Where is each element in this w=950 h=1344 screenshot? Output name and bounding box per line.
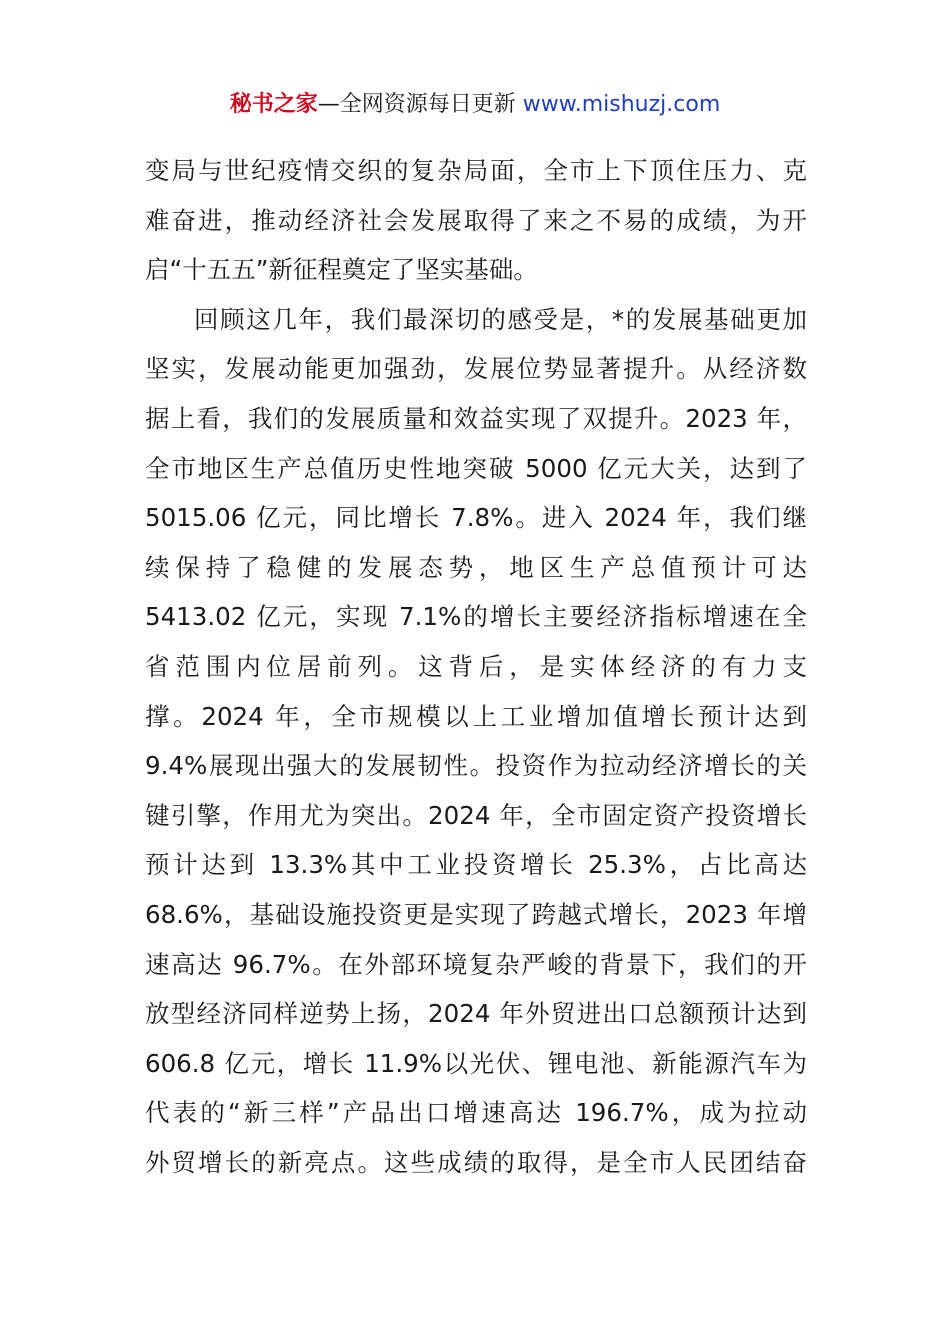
brand-name: 秘书之家 <box>229 92 318 117</box>
text-line: 续保持了稳健的发展态势，地区生产总值预计可达 <box>145 552 807 582</box>
text-line: 5015.06 亿元，同比增长 7.8%。进入 2024 年，我们继 <box>145 503 807 533</box>
paragraph-first-line: 回顾这几年，我们最深切的感受是，*的发展基础更加 <box>194 304 807 334</box>
text-line: 变局与世纪疫情交织的复杂局面，全市上下顶住压力、克 <box>145 156 807 185</box>
text-line: 难奋进，推动经济社会发展取得了来之不易的成绩，为开 <box>145 205 807 235</box>
text-line: 省范围内位居前列。这背后，是实体经济的有力支 <box>145 651 807 681</box>
header-tagline: —全网资源每日更新 <box>317 92 523 117</box>
text-line: 启“十五五”新征程奠定了坚实基础。 <box>145 255 538 285</box>
text-line: 5413.02 亿元，实现 7.1%的增长主要经济指标增速在全 <box>145 602 807 632</box>
text-line: 代表的“新三样”产品出口增速高达 196.7%，成为拉动 <box>145 1098 807 1128</box>
text-line: 预计达到 13.3%其中工业投资增长 25.3%，占比高达 <box>145 850 807 880</box>
page-header <box>0 88 950 122</box>
text-line: 键引擎，作用尤为突出。2024 年，全市固定资产投资增长 <box>145 800 807 830</box>
document-body <box>145 146 807 1187</box>
text-line: 据上看，我们的发展质量和效益实现了双提升。2023 年， <box>145 403 807 433</box>
text-line: 9.4%展现出强大的发展韧性。投资作为拉动经济增长的关 <box>145 751 807 781</box>
text-line: 速高达 96.7%。在外部环境复杂严峻的背景下，我们的开 <box>145 949 807 979</box>
site-url[interactable]: www.mishuzj.com <box>522 92 721 117</box>
text-line: 放型经济同样逆势上扬，2024 年外贸进出口总额预计达到 <box>145 999 807 1029</box>
text-line: 全市地区生产总值历史性地突破 5000 亿元大关，达到了 <box>145 453 807 483</box>
text-line: 撑。2024 年，全市规模以上工业增加值增长预计达到 <box>145 701 807 731</box>
text-line: 68.6%，基础设施投资更是实现了跨越式增长，2023 年增 <box>145 899 807 929</box>
text-line: 坚实，发展动能更加强劲，发展位势显著提升。从经济数 <box>145 354 807 384</box>
text-line: 606.8 亿元，增长 11.9%以光伏、锂电池、新能源汽车为 <box>145 1048 807 1078</box>
text-line: 外贸增长的新亮点。这些成绩的取得，是全市人民团结奋 <box>145 1147 807 1177</box>
